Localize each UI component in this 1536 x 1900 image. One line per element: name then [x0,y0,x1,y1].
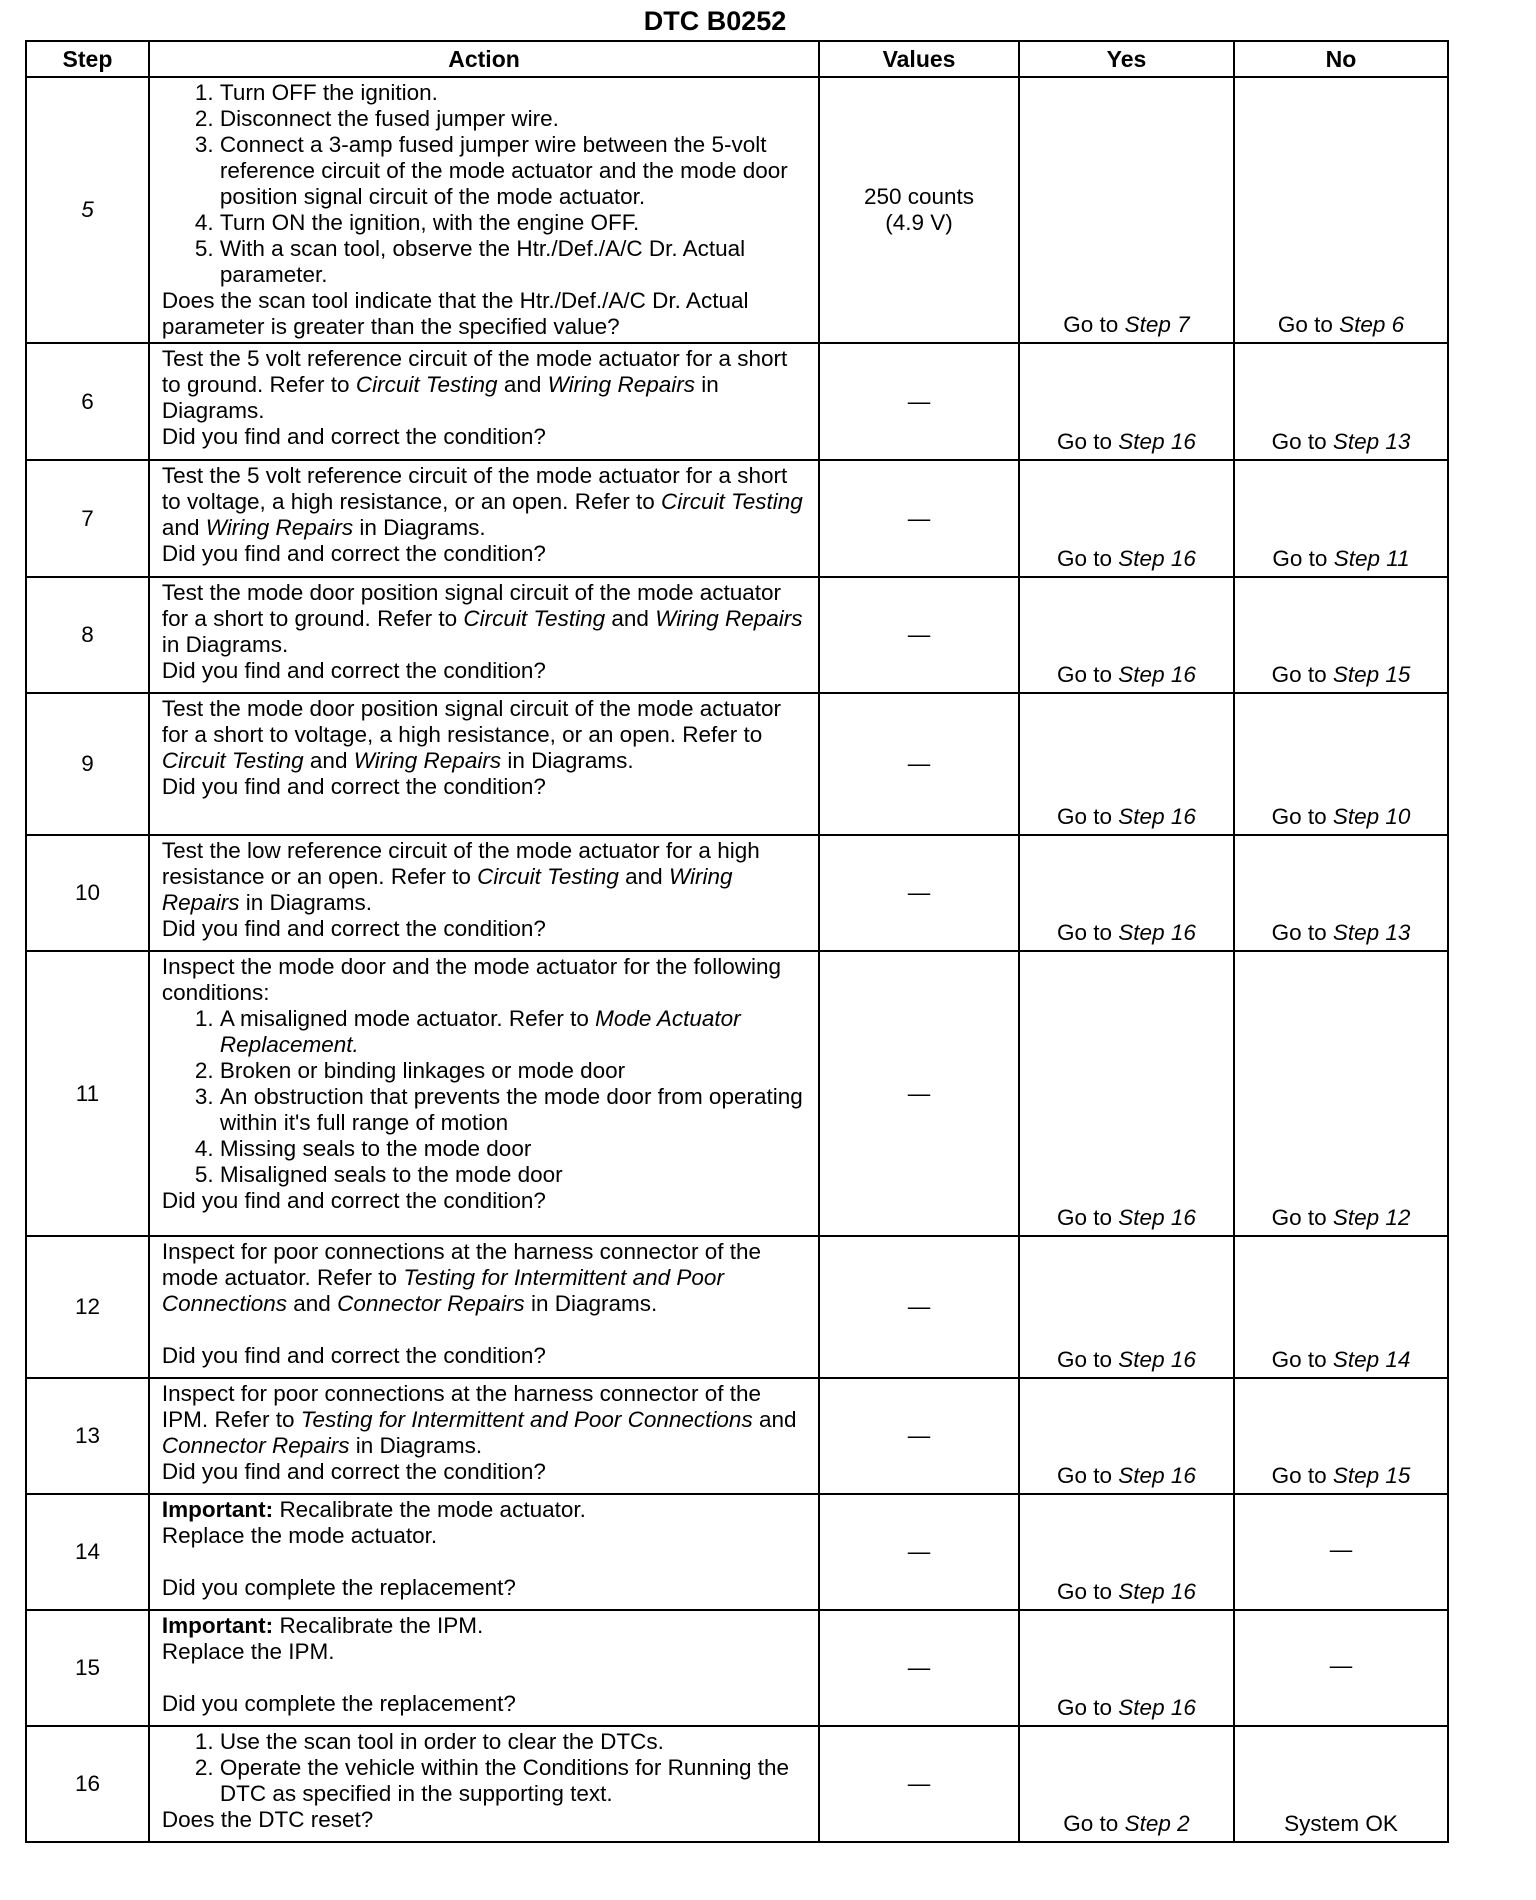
table-row [26,343,1448,460]
step-ref: Step 16 [1118,1347,1196,1372]
step-number: 15 [26,1610,149,1726]
values-cell: — [819,951,1019,1236]
list-item: 1. Use the scan tool in order to clear the DTCs. [220,1729,810,1755]
action-question: Did you find and correct the condition? [161,1188,546,1213]
action-question: Did you complete the replacement? [161,1691,516,1716]
step-ref: Step 15 [1332,1463,1411,1488]
table-row [26,1494,1448,1610]
step-number: 12 [26,1236,149,1378]
values-cell: — [819,1236,1019,1378]
list-item: 3. Connect a 3-amp fused jumper wire between the 5-volt reference circuit of the mode actuator and the mode door position signal circuit of the mode actuator. [220,132,810,210]
no-cell: System OK [1234,1726,1448,1842]
go-to-text: Go to [1063,312,1119,337]
table-row [26,951,1448,1236]
no-cell: Go to Step 12 [1234,951,1448,1236]
action-cell [149,951,819,1236]
table-row [26,835,1448,951]
action-question: Did you find and correct the condition? [161,658,546,683]
action-text: Test the 5 volt reference circuit of the mode actuator for a short to ground. Refer to Circuit Testing and Wiring Repairs in Diagrams. [161,346,788,423]
step-ref: Step 10 [1332,804,1411,829]
header-action: Action [149,41,819,77]
action-question: Did you find and correct the condition? [161,1343,546,1368]
step-number: 5 [26,77,149,343]
list-item: 1. A misaligned mode actuator. Refer to Mode Actuator Replacement. [220,1006,810,1058]
action-text: Replace the mode actuator. [161,1523,438,1548]
action-list [162,80,810,288]
step-ref: Step 16 [1118,1695,1196,1720]
action-question: Did you find and correct the condition? [161,424,546,449]
action-cell [149,693,819,835]
values-cell: — [819,460,1019,577]
action-text: Test the low reference circuit of the mode actuator for a high resistance or an open. Refer to Circuit Testing and Wiring Repairs in Diagrams. [161,838,760,915]
action-question: Did you find and correct the condition? [161,1459,546,1484]
no-cell: Go to Step 14 [1234,1236,1448,1378]
action-text: Test the mode door position signal circuit of the mode actuator for a short to ground. Refer to Circuit Testing and Wiring Repairs in Diagrams. [161,580,803,657]
action-text: Inspect the mode door and the mode actuator for the following conditions: [161,954,782,1005]
yes-cell: Go to Step 16 [1019,577,1234,693]
no-cell: — [1234,1610,1448,1726]
table-row [26,1236,1448,1378]
step-ref: Step 13 [1332,429,1411,454]
table-row [26,577,1448,693]
list-item: 4. Turn ON the ignition, with the engine OFF. [220,210,810,236]
action-cell [149,343,819,460]
action-cell [149,1236,819,1378]
no-cell: Go to Step 15 [1234,577,1448,693]
header-step: Step [26,41,149,77]
values-cell: — [819,693,1019,835]
action-question: Did you find and correct the condition? [161,774,546,799]
step-number: 8 [26,577,149,693]
yes-cell: Go to Step 16 [1019,1378,1234,1494]
step-ref: Step 16 [1118,546,1196,571]
step-number: 13 [26,1378,149,1494]
list-item: 3. An obstruction that prevents the mode door from operating within it's full range of motion [220,1084,810,1136]
step-ref: Step 2 [1124,1811,1190,1836]
table-row [26,1610,1448,1726]
step-number: 14 [26,1494,149,1610]
yes-cell: Go to Step 16 [1019,693,1234,835]
step-ref: Step 16 [1118,429,1196,454]
no-cell: Go to Step 13 [1234,835,1448,951]
step-ref: Step 16 [1118,804,1196,829]
action-cell [149,1494,819,1610]
action-cell [149,835,819,951]
yes-cell: Go to Step 16 [1019,835,1234,951]
step-ref: Step 12 [1332,1205,1411,1230]
step-number: 6 [26,343,149,460]
values-cell: — [819,1726,1019,1842]
yes-cell: Go to Step 16 [1019,1610,1234,1726]
yes-cell: Go to Step 16 [1019,460,1234,577]
table-row [26,693,1448,835]
yes-cell: Go to Step 16 [1019,951,1234,1236]
step-ref: Step 16 [1118,1579,1196,1604]
action-question: Did you find and correct the condition? [161,541,546,566]
values-cell: — [819,1610,1019,1726]
step-number: 7 [26,460,149,577]
step-ref: Step 13 [1332,920,1411,945]
yes-cell: Go to Step 2 [1019,1726,1234,1842]
list-item: 5. With a scan tool, observe the Htr./Def./A/C Dr. Actual parameter. [220,236,810,288]
step-ref: Step 16 [1118,920,1196,945]
step-ref: Step 16 [1118,1205,1196,1230]
values-cell: — [819,1494,1019,1610]
step-number: 9 [26,693,149,835]
list-item: 1. Turn OFF the ignition. [220,80,810,106]
values-cell: — [819,343,1019,460]
diagnostic-table [25,40,1449,1843]
value-line: 250 counts [863,184,975,209]
action-question: Did you find and correct the condition? [161,916,546,941]
step-ref: Step 7 [1124,312,1190,337]
values-cell: — [819,1378,1019,1494]
yes-cell: Go to Step 16 [1019,1236,1234,1378]
header-no: No [1234,41,1448,77]
step-ref: Step 16 [1118,1463,1196,1488]
list-item: 4. Missing seals to the mode door [220,1136,810,1162]
important-note: Important: Recalibrate the IPM. [161,1613,484,1638]
go-to-text: Go to [1277,312,1333,337]
action-cell [149,1610,819,1726]
step-ref: Step 11 [1333,546,1410,571]
value-line: (4.9 V) [885,210,953,235]
no-cell: Go to Step 11 [1234,460,1448,577]
action-text: Inspect for poor connections at the harness connector of the mode actuator. Refer to Testing for Intermittent and Poor Connections and Connector Repairs in Diagrams. [161,1239,762,1316]
action-cell [149,1726,819,1842]
no-cell: — [1234,1494,1448,1610]
important-note: Important: Recalibrate the mode actuator. [161,1497,586,1522]
table-row [26,1726,1448,1842]
yes-cell [1019,77,1234,343]
no-cell [1234,77,1448,343]
table-row [26,460,1448,577]
action-question: Does the DTC reset? [161,1807,374,1832]
action-cell [149,577,819,693]
page-title: DTC B0252 [643,6,787,36]
step-number: 11 [26,951,149,1236]
step-number: 16 [26,1726,149,1842]
list-item: 5. Misaligned seals to the mode door [220,1162,810,1188]
action-question: Did you complete the replacement? [161,1575,516,1600]
action-list [162,1006,810,1188]
action-cell [149,460,819,577]
yes-cell: Go to Step 16 [1019,343,1234,460]
step-ref: Step 6 [1339,312,1405,337]
step-ref: Step 14 [1332,1347,1411,1372]
action-text: Inspect for poor connections at the harness connector of the IPM. Refer to Testing for Intermittent and Poor Connections and Connector Repairs in Diagrams. [161,1381,797,1458]
table-row [26,1378,1448,1494]
step-ref: Step 15 [1332,662,1411,687]
no-cell: Go to Step 13 [1234,343,1448,460]
step-ref: Step 16 [1118,662,1196,687]
action-text: Test the mode door position signal circuit of the mode actuator for a short to voltage, a high resistance, or an open. Refer to Circuit Testing and Wiring Repairs in Diagrams. [161,696,782,773]
values-cell [819,77,1019,343]
header-values: Values [819,41,1019,77]
action-text: Replace the IPM. [161,1639,335,1664]
header-yes: Yes [1019,41,1234,77]
list-item: 2. Broken or binding linkages or mode door [220,1058,810,1084]
values-cell: — [819,577,1019,693]
yes-cell: Go to Step 16 [1019,1494,1234,1610]
action-cell [149,77,819,343]
action-list [162,1729,810,1807]
action-text: Test the 5 volt reference circuit of the mode actuator for a short to voltage, a high resistance, or an open. Refer to Circuit Testing and Wiring Repairs in Diagrams. [161,463,803,540]
no-cell: Go to Step 15 [1234,1378,1448,1494]
action-cell [149,1378,819,1494]
no-cell: Go to Step 10 [1234,693,1448,835]
action-question: Does the scan tool indicate that the Htr./Def./A/C Dr. Actual parameter is greater than the specified value? [161,288,749,339]
values-cell: — [819,835,1019,951]
list-item: 2. Disconnect the fused jumper wire. [220,106,810,132]
header-row [26,41,1448,77]
step-number: 10 [26,835,149,951]
list-item: 2. Operate the vehicle within the Conditions for Running the DTC as specified in the supporting text. [220,1755,810,1807]
table-row [26,77,1448,343]
